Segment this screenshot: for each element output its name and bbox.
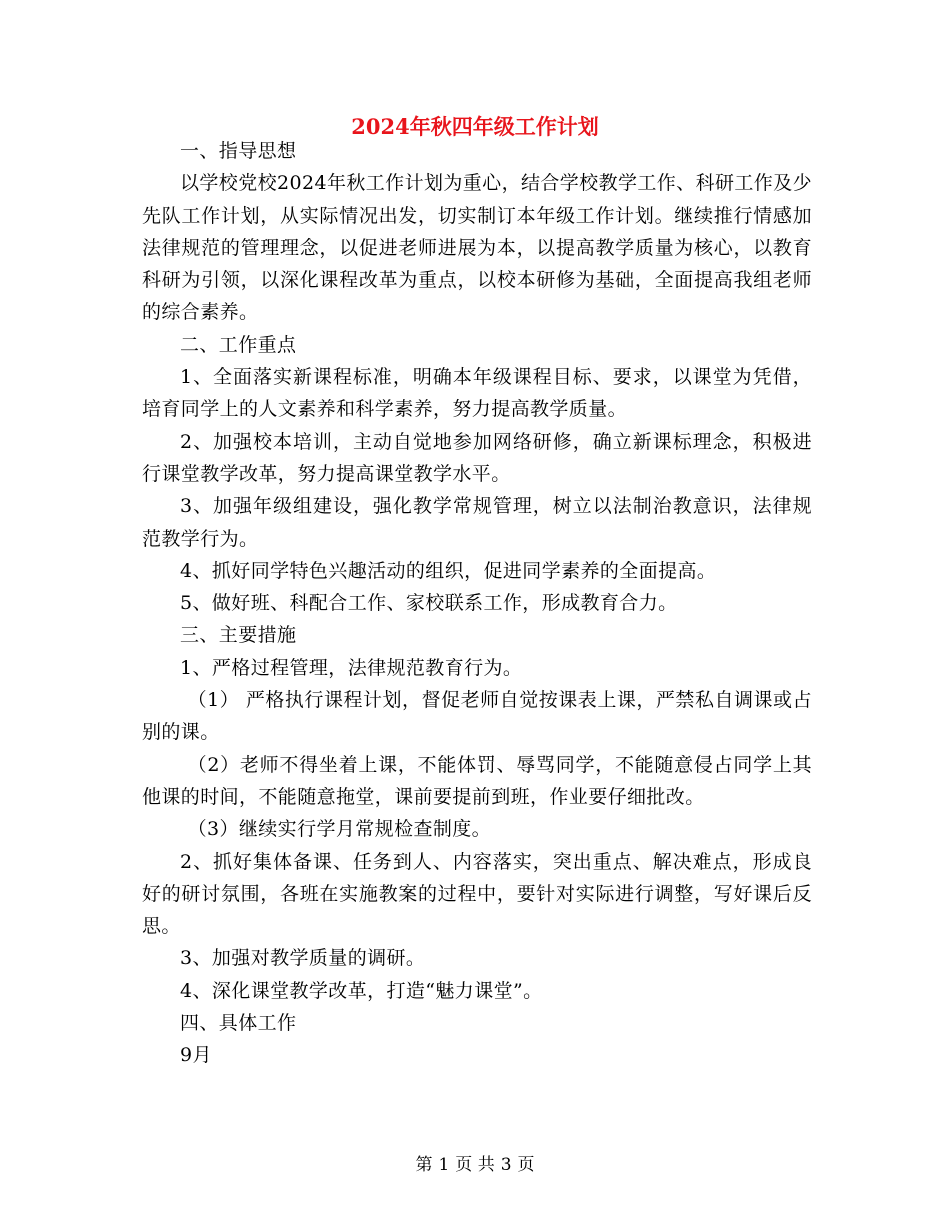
paragraph-measure-1-sub-3: （3）继续实行学月常规检查制度。: [187, 818, 492, 841]
paragraph-focus-2: 2、加强校本培训，主动自觉地参加网络研修，确立新课标理念，积极进行课堂教学改革，努力提高课堂教学水平。: [142, 430, 812, 485]
document-body: [142, 135, 812, 1072]
paragraph-focus-1: 1、全面落实新课程标准，明确本年级课程目标、要求，以课堂为凭借，培育同学上的人文素养和科学素养，努力提高教学质量。: [142, 366, 812, 421]
section-heading-main-measures: 三、主要措施: [180, 624, 297, 647]
paragraph-measure-1-sub-2: （2）老师不得坐着上课，不能体罚、辱骂同学，不能随意侵占同学上其他课的时间，不能随意拖堂，课前要提前到班，作业要仔细批改。: [142, 753, 812, 808]
section-heading-guiding-thought: 一、指导思想: [180, 140, 297, 162]
paragraph-focus-3: 3、加强年级组建设，强化教学常规管理，树立以法制治教意识，法律规范教学行为。: [142, 495, 812, 550]
footer-total-pages: 3: [500, 1155, 512, 1175]
paragraph-focus-5: 5、做好班、科配合工作、家校联系工作，形成教育合力。: [180, 592, 678, 615]
footer-current-page: 1: [438, 1155, 450, 1175]
page-footer: [0, 1153, 950, 1177]
section-heading-work-focus: 二、工作重点: [180, 333, 297, 356]
paragraph-measure-1-sub-1: （1） 严格执行课程计划，督促老师自觉按课表上课，严禁私自调课或占别的课。: [142, 689, 812, 744]
footer-mid: 页 共: [455, 1155, 495, 1175]
paragraph-measure-4: 4、深化课堂教学改革，打造“魅力课堂”。: [180, 979, 543, 1002]
document-title: 2024年秋四年级工作计划: [351, 114, 599, 139]
paragraph-guiding-thought: 以学校党校2024年秋工作计划为重心，结合学校教学工作、科研工作及少先队工作计划，从实际情况出发，切实制订本年级工作计划。继续推行情感加法律规范的管理理念，以促进老师进展为本，以提高教学质量为核心，以教育科研为引领，以深化课程改革为重点，以校本研修为基础，全面提高我组老师的综合素养。: [142, 172, 812, 324]
paragraph-month-september: 9月: [180, 1044, 212, 1067]
section-heading-specific-work: 四、具体工作: [180, 1012, 297, 1035]
paragraph-measure-1: 1、严格过程管理，法律规范教育行为。: [180, 656, 523, 679]
paragraph-measure-3: 3、加强对教学质量的调研。: [180, 947, 426, 970]
paragraph-measure-2: 2、抓好集体备课、任务到人、内容落实，突出重点、解决难点，形成良好的研讨氛围，各班在实施教案的过程中，要针对实际进行调整，写好课后反思。: [142, 850, 812, 938]
paragraph-focus-4: 4、抓好同学特色兴趣活动的组织，促进同学素养的全面提高。: [180, 559, 717, 582]
footer-prefix: 第: [415, 1155, 433, 1175]
footer-suffix: 页: [517, 1155, 535, 1175]
